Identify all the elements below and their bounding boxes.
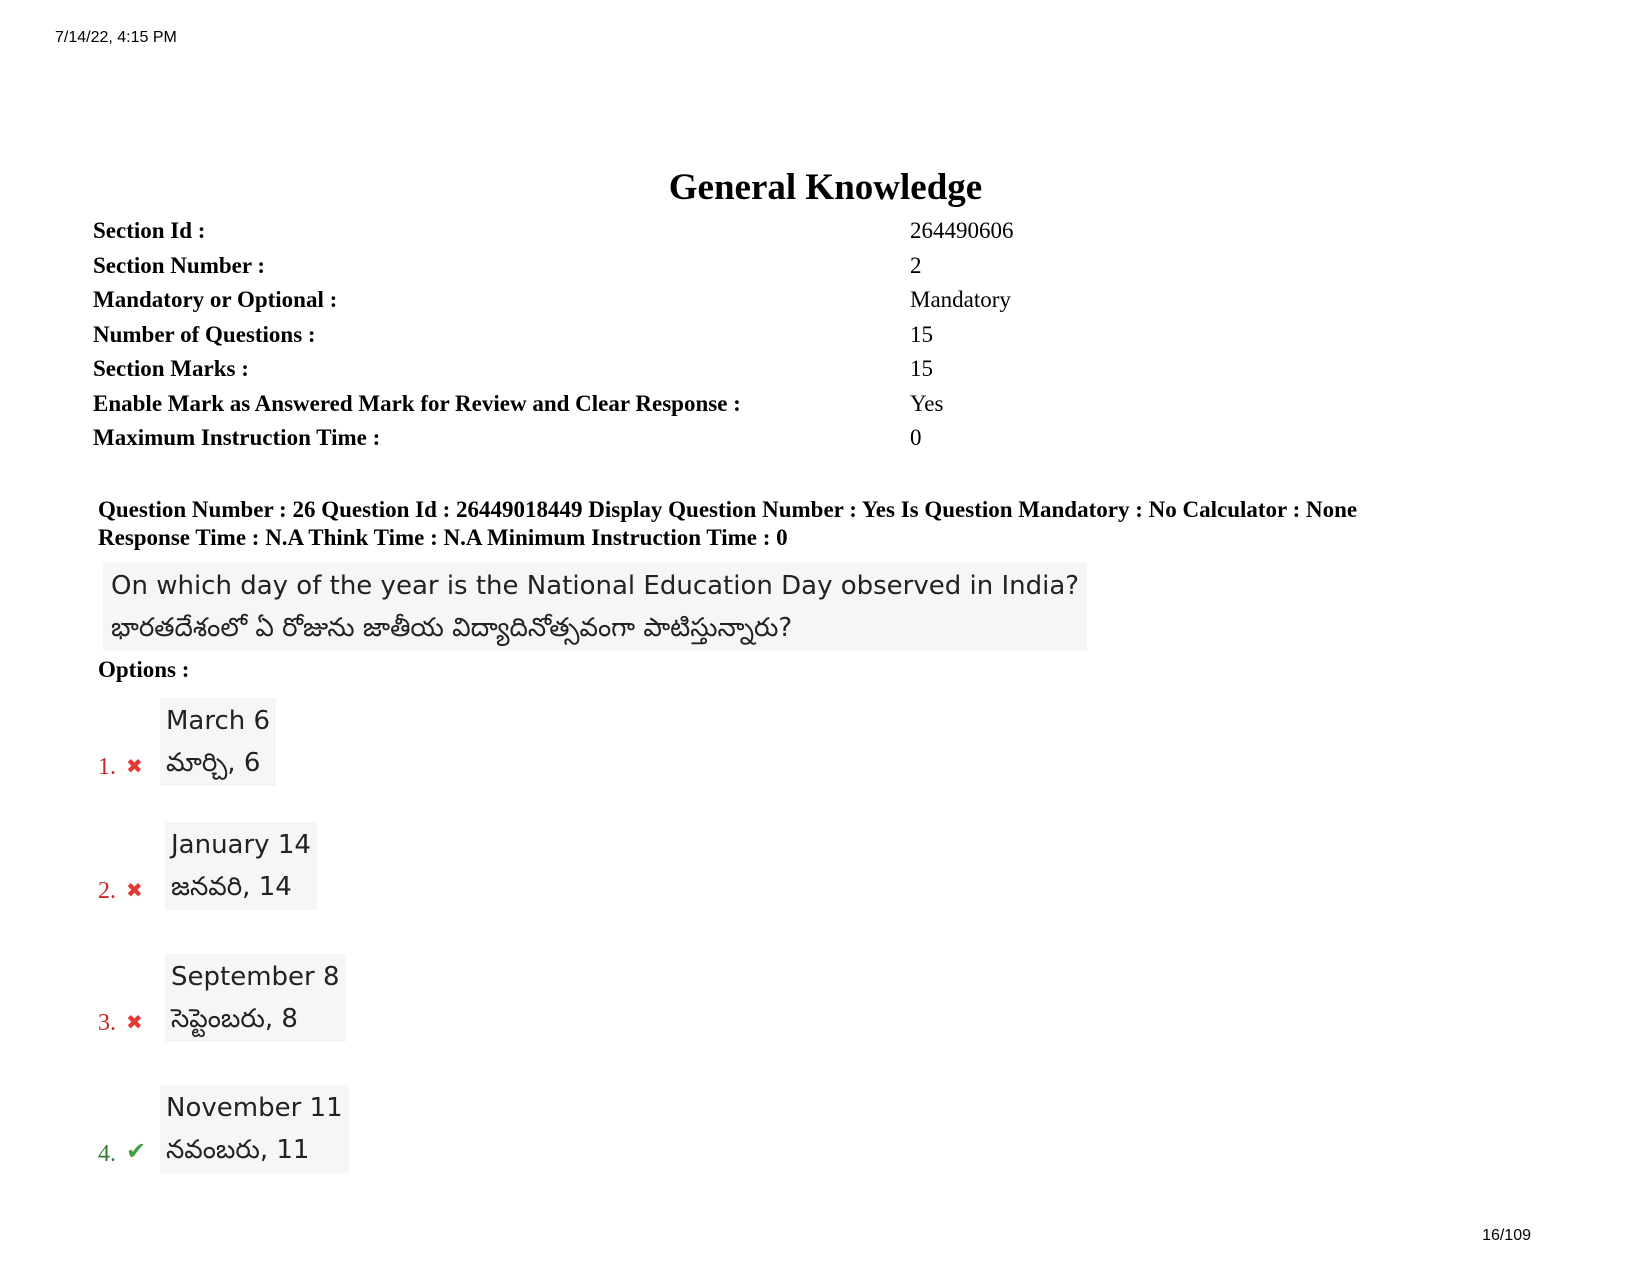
section-number-row: [93, 249, 1093, 284]
mark-review-value: Yes: [910, 390, 944, 416]
check-icon: ✔: [126, 1139, 147, 1165]
section-id-value: 264490606: [910, 218, 1014, 244]
question-meta-line1: Question Number : 26 Question Id : 26449018449 Display Question Number : Yes Is Question Mandatory : No Calculator : None: [98, 497, 1358, 522]
option-text-telugu: సెప్టెంబరు, 8: [171, 1004, 298, 1034]
question-count-row: [93, 318, 1093, 353]
section-marks-label: Section Marks :: [93, 356, 249, 382]
cross-icon: ✖: [126, 880, 143, 902]
question-meta-line2: Response Time : N.A Think Time : N.A Minimum Instruction Time : 0: [98, 525, 788, 550]
mandatory-value: Mandatory: [910, 287, 1011, 313]
question-text: [103, 563, 1087, 651]
option-text: [160, 1085, 349, 1173]
section-number-value: 2: [910, 252, 922, 278]
instruction-time-row: [93, 421, 1093, 456]
mandatory-label: Mandatory or Optional :: [93, 287, 338, 313]
print-timestamp: 7/14/22, 4:15 PM: [55, 29, 177, 46]
option-number: 2.: [98, 878, 116, 904]
option-text-english: November 11: [166, 1093, 343, 1123]
section-number-label: Section Number :: [93, 252, 266, 278]
cross-icon: ✖: [126, 1012, 143, 1034]
option-text-english: March 6: [166, 706, 271, 736]
option-text-english: September 8: [171, 962, 340, 992]
instruction-time-label: Maximum Instruction Time :: [93, 425, 381, 451]
section-marks-row: [93, 352, 1093, 387]
option-number: 3.: [98, 1010, 116, 1036]
option-text-telugu: మార్చి, 6: [166, 748, 261, 778]
option-text: [160, 698, 276, 786]
mandatory-row: [93, 283, 1093, 318]
option-text: [165, 822, 317, 910]
question-text-telugu: భారతదేశంలో ఏ రోజును జాతీయ విద్యాదినోత్సవంగా పాటిస్తున్నారు?: [111, 613, 793, 643]
mark-review-row: [93, 387, 1093, 422]
question-meta: [98, 496, 1598, 552]
section-title: General Knowledge: [668, 167, 983, 208]
mark-review-label: Enable Mark as Answered Mark for Review and Clear Response :: [93, 390, 741, 416]
page-counter: 16/109: [1482, 1227, 1531, 1244]
instruction-time-value: 0: [910, 425, 922, 451]
option-text-telugu: జనవరి, 14: [171, 872, 292, 902]
question-text-english: On which day of the year is the National Education Day observed in India?: [111, 571, 1080, 601]
option-number: 4.: [98, 1141, 116, 1167]
section-info-table: [93, 214, 1093, 456]
cross-icon: ✖: [126, 756, 143, 778]
section-id-row: [93, 214, 1093, 249]
options-label: Options :: [98, 657, 190, 682]
option-text-telugu: నవంబరు, 11: [166, 1135, 310, 1165]
section-marks-value: 15: [910, 356, 933, 382]
option-text: [165, 954, 346, 1042]
option-text-english: January 14: [171, 830, 311, 860]
option-number: 1.: [98, 754, 116, 780]
question-count-value: 15: [910, 321, 933, 347]
question-count-label: Number of Questions :: [93, 321, 316, 347]
section-id-label: Section Id :: [93, 218, 206, 244]
